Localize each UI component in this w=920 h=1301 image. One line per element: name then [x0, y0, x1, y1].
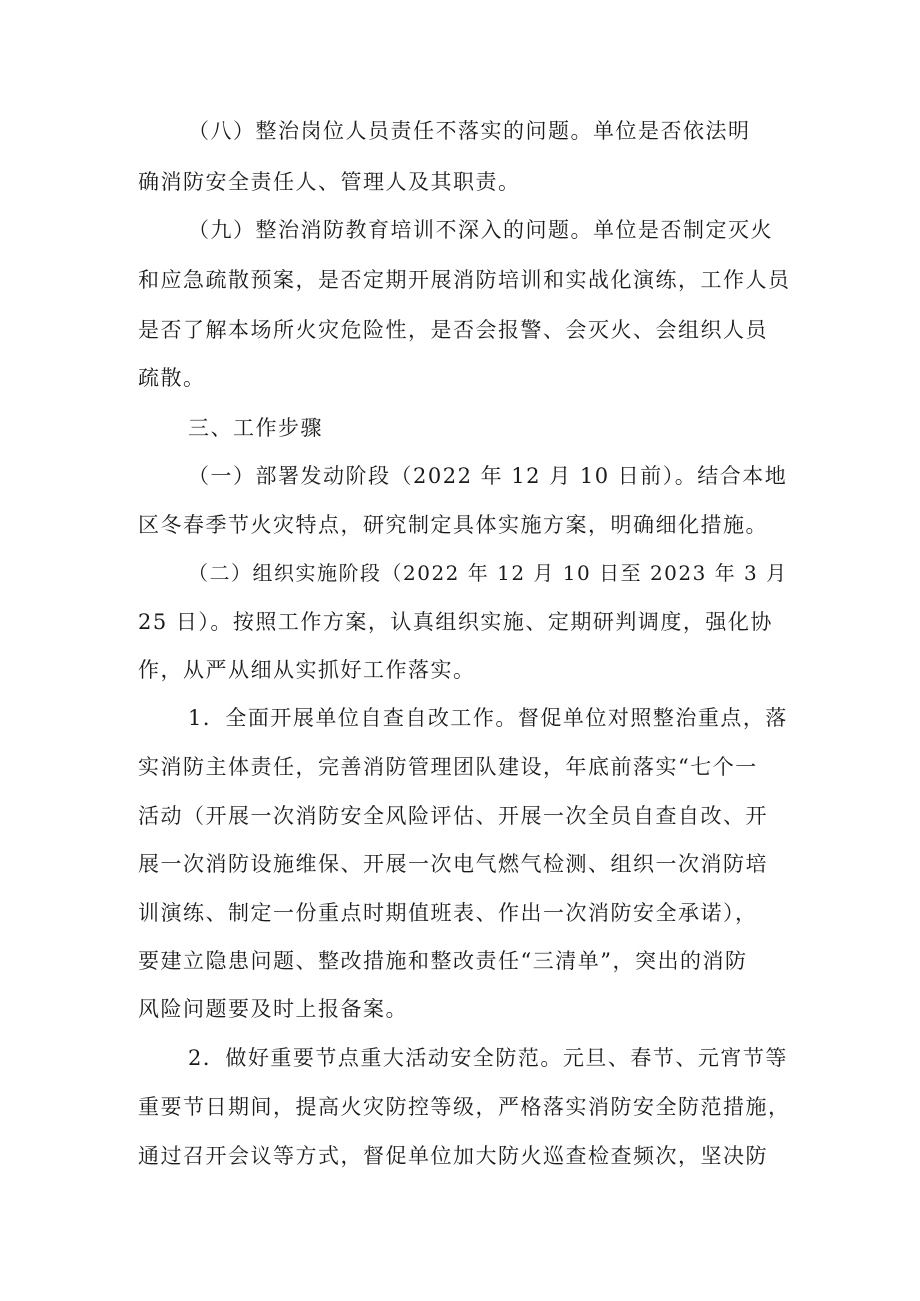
paragraph-9-line-2: 和应急疏散预案，是否定期开展消防培训和实战化演练，工作人员	[138, 268, 791, 292]
item-1-line-5: 训演练、制定一份重点时期值班表、作出一次消防安全承诺），	[138, 901, 758, 925]
item-1-line-2: 实消防主体责任，完善消防管理团队建设，年底前落实“七个一	[138, 755, 758, 779]
item-1-line-3: 活动（开展一次消防安全风险评估、开展一次全员自查自改、开	[138, 804, 768, 828]
item-2-line-2: 重要节日期间，提高火灾防控等级，严格落实消防安全防范措施，	[138, 1095, 791, 1119]
item-1-line-6: 要建立隐患问题、整改措施和整改责任“三清单”，突出的消防	[138, 949, 748, 973]
item-1-line-7: 风险问题要及时上报备案。	[138, 997, 408, 1021]
step-2-line-1: （二）组织实施阶段（2022 年 12 月 10 日至 2023 年 3 月	[188, 561, 788, 585]
step-2-line-3: 作，从严从细从实抓好工作落实。	[138, 658, 476, 682]
paragraph-8-line-1: （八）整治岗位人员责任不落实的问题。单位是否依法明	[188, 119, 751, 143]
item-2-line-1: 2．做好重要节点重大活动安全防范。元旦、春节、元宵节等	[188, 1046, 788, 1070]
paragraph-9-line-4: 疏散。	[138, 366, 206, 390]
paragraph-8-line-2: 确消防安全责任人、管理人及其职责。	[138, 170, 521, 194]
item-1-line-1: 1．全面开展单位自查自改工作。督促单位对照整治重点，落	[188, 706, 788, 730]
step-1-line-2: 区冬春季节火灾特点，研究制定具体实施方案，明确细化措施。	[138, 513, 768, 537]
item-2-line-3: 通过召开会议等方式，督促单位加大防火巡查检查频次，坚决防	[138, 1144, 768, 1168]
step-1-line-1: （一）部署发动阶段（2022 年 12 月 10 日前）。结合本地	[188, 464, 788, 488]
paragraph-9-line-3: 是否了解本场所火灾危险性，是否会报警、会灭火、会组织人员	[138, 318, 768, 342]
item-1-line-4: 展一次消防设施维保、开展一次电气燃气检测、组织一次消防培	[138, 852, 768, 876]
paragraph-9-line-1: （九）整治消防教育培训不深入的问题。单位是否制定灭火	[188, 218, 773, 242]
step-2-line-2: 25 日）。按照工作方案，认真组织实施、定期研判调度，强化协	[138, 610, 773, 634]
section-heading-3: 三、工作步骤	[188, 416, 323, 440]
